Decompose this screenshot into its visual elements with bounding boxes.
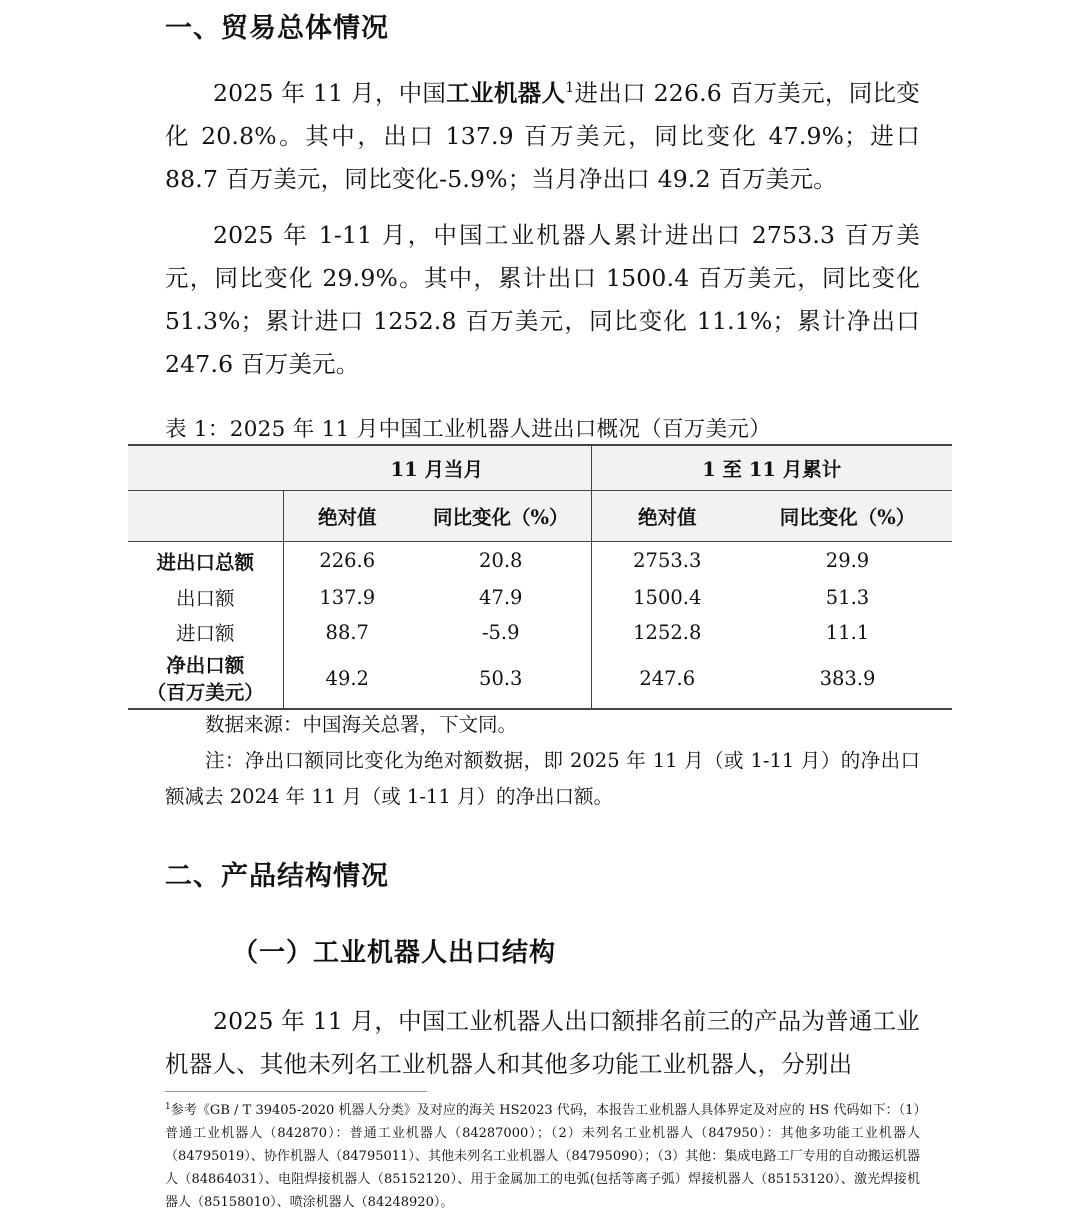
- row-name-line1: 净出口额: [166, 653, 245, 677]
- table-row: [128, 615, 952, 650]
- section-heading-product-structure: 二、产品结构情况: [165, 861, 389, 892]
- header-empty-cell: [128, 445, 283, 491]
- table-row: [128, 542, 952, 580]
- header-cumulative: 1 至 11 月累计: [591, 445, 952, 491]
- subsection-heading-export-structure: （一）工业机器人出口结构: [232, 938, 557, 968]
- footnote-text: 参考《GB / T 39405-2020 机器人分类》及对应的海关 HS2023 代码，本报告工业机器人具体界定及对应的 HS 代码如下：（1）普通工业机器人（842870）：普通工业机器人（84287000）；（2）未列名工业机器人（847950）：其他多功能工业机器人（84795019）、协作机器人（84795011）、其他未列名工业机器人（84795090）；（3）其他：集成电路工厂专用的自动搬运机器人（84864031）、电阻焊接机器人（85152120）、用于金属加工的电弧(包括等离子弧）焊接机器人（85153120）、激光焊接机器人（85158010）、喷涂机器人（84248920）。: [165, 1103, 920, 1210]
- row-name: 出口额: [175, 587, 235, 610]
- cell-cumulative-abs: 1252.8: [591, 615, 743, 650]
- footnote-ref[interactable]: 1: [565, 80, 575, 96]
- table-row: [128, 580, 952, 615]
- table-row: [128, 650, 952, 709]
- paragraph-export-structure: 2025 年 11 月，中国工业机器人出口额排名前三的产品为普通工业机器人、其他未列名工业机器人和其他多功能工业机器人，分别出: [165, 1007, 920, 1078]
- header-month: 11 月当月: [283, 445, 591, 491]
- row-name: 进口额: [175, 622, 235, 645]
- para1-pre: 2025 年 11 月，中国: [213, 79, 447, 107]
- footnote: [165, 1099, 920, 1214]
- cell-cumulative-yoy: 11.1: [825, 620, 870, 644]
- cell-month-yoy: 20.8: [479, 549, 523, 573]
- header-empty-cell: [128, 491, 283, 542]
- cell-month-abs: 226.6: [283, 542, 411, 580]
- cell-month-abs: 88.7: [283, 615, 411, 650]
- para1-post: 进出口 226.6 百万美元，同比变化 20.8%。其中，出口 137.9 百万美元，同比变化 47.9%；进口 88.7 百万美元，同比变化-5.9%；当月净出口 49.2 百万美元。: [165, 79, 920, 193]
- cell-cumulative-abs: 1500.4: [591, 580, 743, 615]
- cell-cumulative-yoy: 29.9: [825, 549, 870, 573]
- header-month-abs: 绝对值: [283, 491, 411, 542]
- table-note: 注：净出口额同比变化为绝对额数据，即 2025 年 11 月（或 1-11 月）的净出口额减去 2024 年 11 月（或 1-11 月）的净出口额。: [165, 749, 920, 808]
- paragraph-monthly-summary: [165, 72, 920, 201]
- cell-month-abs: 137.9: [283, 580, 411, 615]
- table-header-group-row: [128, 445, 952, 491]
- cell-cumulative-yoy: 51.3: [825, 585, 870, 609]
- row-name-line2: （百万美元）: [146, 680, 264, 704]
- header-month-yoy: 同比变化（%）: [411, 491, 591, 542]
- table-source: 数据来源：中国海关总署，下文同。: [205, 713, 518, 736]
- footnote-divider: [165, 1091, 427, 1092]
- row-name: [128, 650, 283, 709]
- cell-cumulative-abs: 247.6: [591, 650, 743, 709]
- cell-month-yoy: 47.9: [479, 585, 523, 609]
- header-cumulative-abs: 绝对值: [591, 491, 743, 542]
- row-name: 进出口总额: [156, 550, 254, 574]
- table-header-column-row: [128, 491, 952, 542]
- paragraph-cumulative-summary: 2025 年 1-11 月，中国工业机器人累计进出口 2753.3 百万美元，同比变化 29.9%。其中，累计出口 1500.4 百万美元，同比变化 51.3%；累计进口 1252.8 百万美元，同比变化 11.1%；累计净出口 247.6 百万美元。: [165, 221, 920, 378]
- header-cumulative-yoy: 同比变化（%）: [743, 491, 952, 542]
- section-heading-trade-overview: 一、贸易总体情况: [165, 13, 389, 44]
- footnote-marker: 1: [165, 1102, 171, 1112]
- cell-cumulative-yoy: 383.9: [743, 650, 952, 709]
- term-industrial-robot: 工业机器人: [446, 79, 566, 107]
- cell-month-yoy: 50.3: [411, 650, 591, 709]
- table-caption: 表 1：2025 年 11 月中国工业机器人进出口概况（百万美元）: [165, 417, 771, 442]
- cell-cumulative-abs: 2753.3: [591, 542, 743, 580]
- cell-month-abs: 49.2: [283, 650, 411, 709]
- trade-overview-table: [128, 444, 952, 710]
- cell-month-yoy: -5.9: [481, 620, 520, 644]
